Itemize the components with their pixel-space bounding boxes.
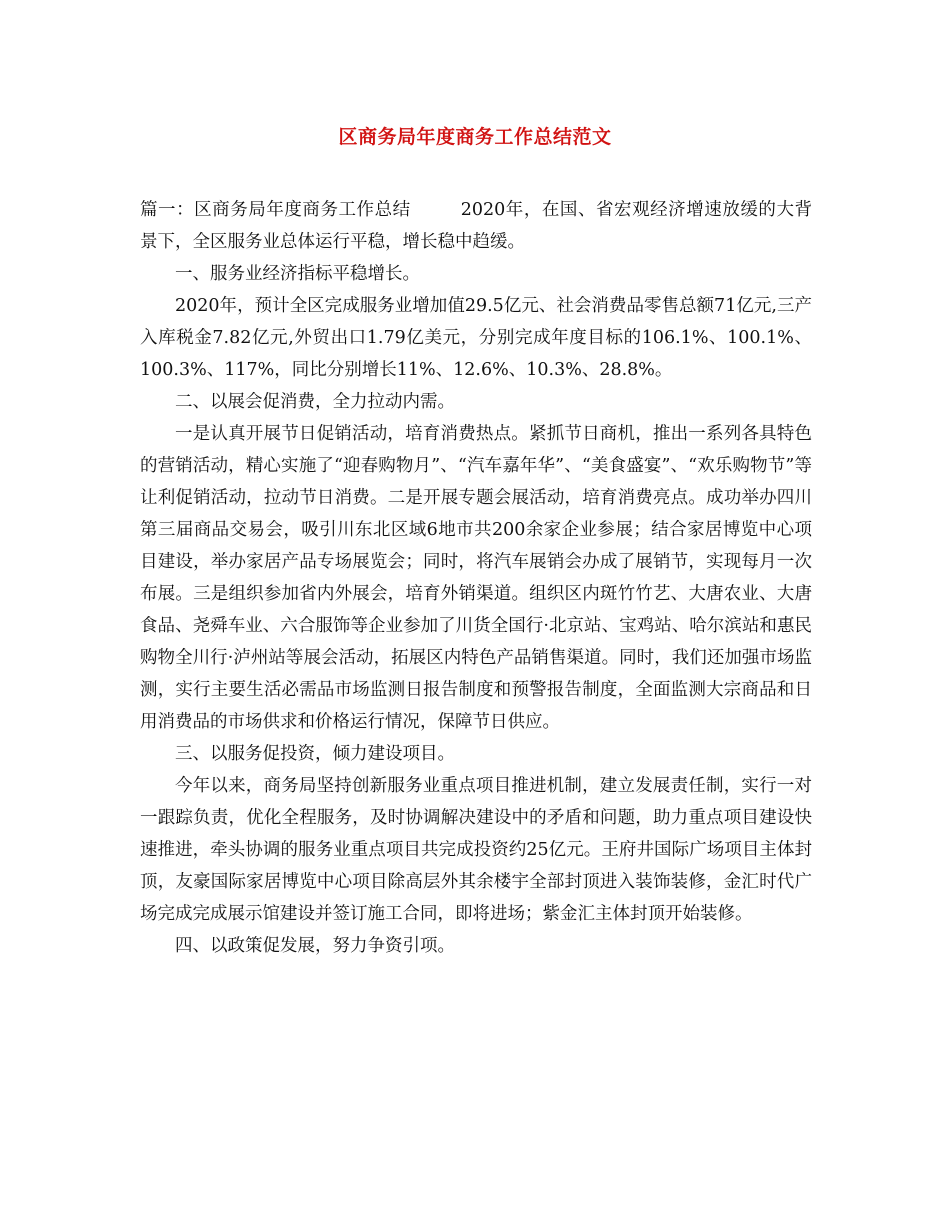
section-heading-2: 二、以展会促消费，全力拉动内需。 <box>175 392 455 412</box>
intro-paragraph <box>140 194 812 258</box>
section-heading-4: 四、以政策促发展，努力争资引项。 <box>175 936 455 956</box>
section-paragraph-3: 今年以来，商务局坚持创新服务业重点项目推进机制，建立发展责任制，实行一对一跟踪负责，优化全程服务，及时协调解决建设中的矛盾和问题，助力重点项目建设快速推进，牵头协调的服务业重点项目共完成投资约25亿元。王府井国际广场项目主体封顶，友豪国际家居博览中心项目除高层外其余楼宇全部封顶进入装饰装修，金汇时代广场完成完成展示馆建设并签订施工合同，即将进场；紫金汇主体封顶开始装修。 <box>140 776 812 924</box>
document-body <box>140 194 812 962</box>
section-paragraph-2: 一是认真开展节日促销活动，培育消费热点。紧抓节日商机，推出一系列各具特色的营销活动，精心实施了“迎春购物月”、“汽车嘉年华”、“美食盛宴”、“欢乐购物节”等让利促销活动，拉动节日消费。二是开展专题会展活动，培育消费亮点。成功举办四川第三届商品交易会，吸引川东北区域6地市共200余家企业参展；结合家居博览中心项目建设，举办家居产品专场展览会；同时，将汽车展销会办成了展销节，实现每月一次布展。三是组织参加省内外展会，培育外销渠道。组织区内斑竹竹艺、大唐农业、大唐食品、尧舜车业、六合服饰等企业参加了川货全国行·北京站、宝鸡站、哈尔滨站和惠民购物全川行·泸州站等展会活动，拓展区内特色产品销售渠道。同时，我们还加强市场监测，实行主要生活必需品市场监测日报告制度和预警报告制度，全面监测大宗商品和日用消费品的市场供求和价格运行情况，保障节日供应。 <box>140 424 812 732</box>
intro-body: 2020年，在国、省宏观经济增速放缓的大背景下，全区服务业总体运行平稳，增长稳中趋缓。 <box>140 200 812 252</box>
document-title: 区商务局年度商务工作总结范文 <box>338 126 612 148</box>
section-heading-3: 三、以服务促投资，倾力建设项目。 <box>175 744 455 764</box>
section-heading-1: 一、服务业经济指标平稳增长。 <box>175 264 420 284</box>
section-paragraph-1: 2020年，预计全区完成服务业增加值29.5亿元、社会消费品零售总额71亿元,三产入库税金7.82亿元,外贸出口1.79亿美元，分别完成年度目标的106.1%、100.1%、100.3%、117%，同比分别增长11%、12.6%、10.3%、28.8%。 <box>140 296 812 380</box>
intro-lead: 篇一：区商务局年度商务工作总结 <box>140 200 411 220</box>
